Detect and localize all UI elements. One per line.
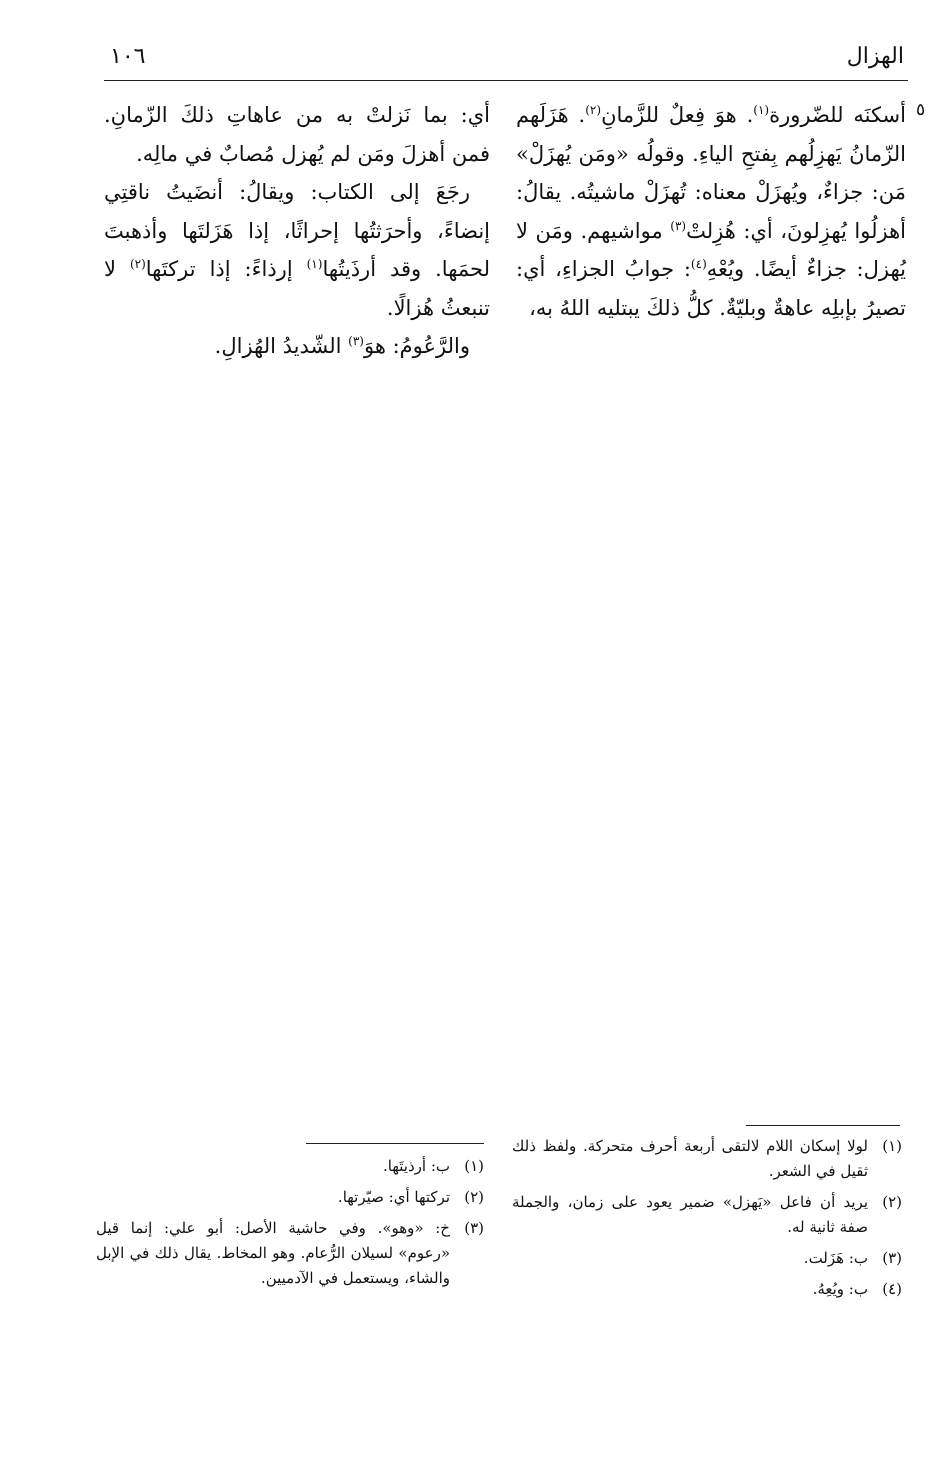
footnote-number: (١): [882, 1137, 902, 1155]
header-rule: [104, 80, 908, 81]
footnote-ref: (١): [753, 103, 770, 117]
footnote-ref: (٣): [670, 218, 687, 233]
body-text: . هوَ فِعلٌ للزَّمانِ: [601, 103, 754, 127]
footnote-ref: (٢): [585, 103, 602, 117]
footnote: [96, 1154, 484, 1179]
footnote-number: (٣): [464, 1219, 484, 1237]
footnotes-right: [512, 1134, 902, 1308]
footnote-number: (٣): [882, 1249, 902, 1267]
footnote: [512, 1277, 902, 1302]
body-paragraph: [516, 96, 906, 327]
footnote-number: (٢): [882, 1193, 902, 1211]
body-text: : جوابُ الجزاءِ، أي: تصيرُ بإبلِه عاهةٌ وبليّةٌ. كلُّ ذلكَ يبتليه اللهُ به،: [516, 257, 906, 320]
footnote-ref: (٤): [690, 257, 707, 271]
footnote-text: ب: هَزَلت.: [803, 1249, 868, 1267]
body-text: الشّديدُ الهُزالِ.: [214, 334, 349, 358]
footnote-text: تركتها أي: صيّرتها.: [337, 1188, 450, 1206]
body-column-right: [516, 96, 906, 327]
footnote-ref: (٢): [129, 257, 146, 271]
footnote-rule: [306, 1143, 484, 1144]
footnote-text: ب: ويُعِهُ.: [812, 1280, 868, 1298]
footnote-ref: (٣): [348, 334, 364, 348]
body-column-left: [104, 96, 490, 366]
footnote: [512, 1190, 902, 1240]
footnote-number: (١): [464, 1157, 484, 1175]
footnote: [512, 1246, 902, 1271]
footnote-text: لولا إسكان اللام لالتقى أربعة أحرف متحركة. ولفظ ذلك ثقيل في الشعر.: [512, 1137, 868, 1180]
body-paragraph: [104, 173, 490, 327]
footnote-text: يريد أن فاعل «يَهزل» ضمير يعود على زمان، والجملة صفة ثانية له.: [512, 1193, 868, 1236]
footnote: [96, 1216, 484, 1291]
body-paragraph: [104, 327, 490, 366]
footnotes-left: [96, 1154, 484, 1297]
body-paragraph: أي: بما نَزلتْ به من عاهاتِ ذلكَ الزّمانِ. فمن أهزلَ ومَن لم يُهزل مُصابٌ في مالِه.: [104, 103, 490, 166]
footnote-rule: [746, 1125, 900, 1126]
body-text: والرَّعُومُ: هوَ: [363, 334, 470, 358]
footnote-number: (٢): [464, 1188, 484, 1206]
footnote-text: ب: أرذيتَها.: [383, 1157, 450, 1175]
line-number-marker: ٥: [916, 100, 926, 120]
footnote-number: (٤): [882, 1280, 902, 1298]
body-text: أسكنَه للضّرورة: [769, 103, 906, 127]
body-text: . هَزَلَهم الزّمانُ يَهزِلُهم بِفتحِ الياءِ. وقولُه «ومَن يُهزَلْ» مَن: جزاءٌ، ويُهزَلْ معناه: تُهزَلْ ماشيتُه. يقالُ: أهزلُوا يُهزِلونَ، أي: هُزِلتْ: [516, 103, 906, 243]
footnote: [512, 1134, 902, 1184]
page-number: ١٠٦: [110, 44, 146, 69]
body-text: إرذاءً: إذا تركتَها: [145, 257, 307, 281]
body-text: لا تنبعثُ هُزالًا.: [104, 257, 490, 320]
running-title: الهزال: [846, 44, 904, 69]
footnote-text: خ: «وهو». وفي حاشية الأصل: أبو علي: إنما قيل «رعوم» لسيلان الرُّعام. وهو المخاط. يقال ذلك في الإبل والشاء، ويستعمل في الآدميين.: [96, 1219, 450, 1287]
body-text: رجَعَ إلى الكتاب: ويقالُ: أنضَيتُ ناقتِي إنضاءً، وأحرَثتُها إحراثًا، إذا هَزَلتَها وأذهبتَ لحمَها. وقد أرذَيتُها: [104, 180, 490, 281]
footnote: [96, 1185, 484, 1210]
footnote-ref: (١): [306, 257, 323, 271]
body-text: مواشيهم. ومَن لا يُهزل: جزاءٌ أيضًا. ويُعْهِ: [516, 218, 907, 281]
